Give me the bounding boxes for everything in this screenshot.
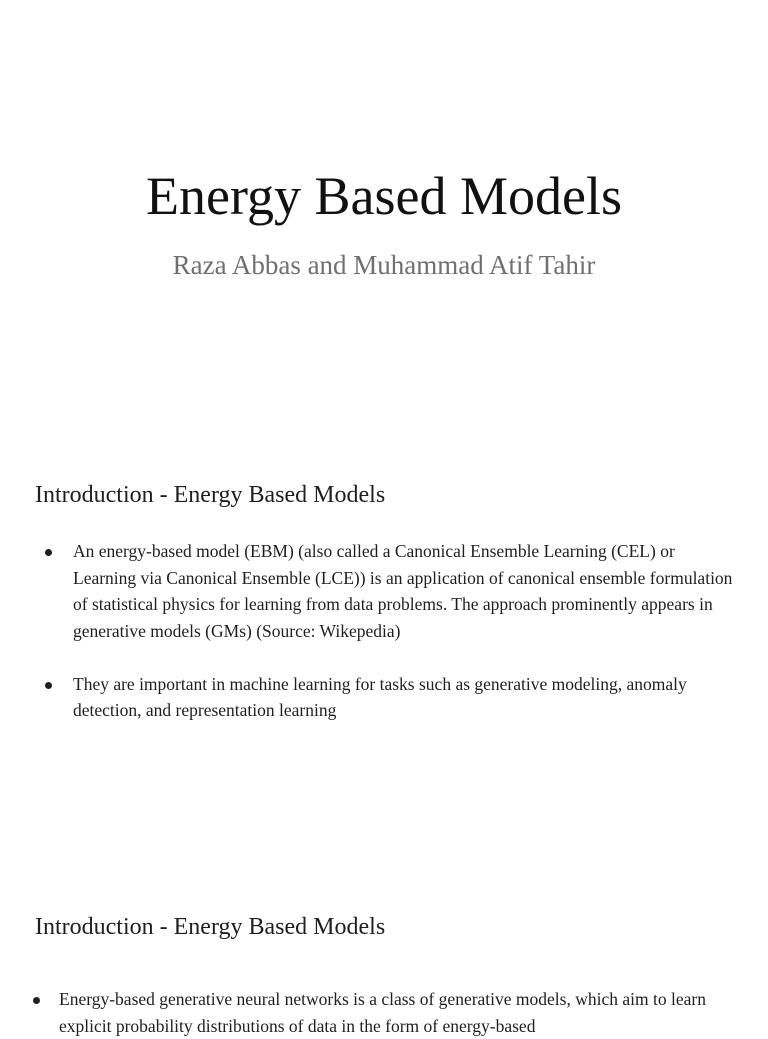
presentation-authors: Raza Abbas and Muhammad Atif Tahir xyxy=(172,250,596,280)
slide-heading: Introduction - Energy Based Models xyxy=(35,914,386,940)
bullet-list xyxy=(35,538,735,724)
title-slide xyxy=(0,0,768,430)
bullet-item xyxy=(35,671,735,724)
intro-slide-1 xyxy=(0,430,768,860)
bullet-text: An energy-based model (EBM) (also called a Canonical Ensemble Learning (CEL) or Learning via Canonical Ensemble (LCE)) is an application of canonical ensemble formulation of statistical physics for learning from data problems. The approach prominently appears in generative models (GMs) (Source: Wikepedia) xyxy=(73,541,733,641)
bullet-dot-icon xyxy=(45,682,52,689)
bullet-text: Energy-based generative neural networks is a class of generative models, which aim to learn explicit probability distributions of data in the form of energy-based xyxy=(59,989,706,1036)
bullet-list xyxy=(21,986,731,1039)
bullet-dot-icon xyxy=(45,549,52,556)
bullet-text: They are important in machine learning for tasks such as generative modeling, anomaly detection, and representation learning xyxy=(73,673,687,720)
bullet-item xyxy=(35,538,735,644)
slide-heading: Introduction - Energy Based Models xyxy=(35,482,386,508)
intro-slide-2 xyxy=(0,862,768,1036)
bullet-dot-icon xyxy=(33,997,40,1004)
presentation-title: Energy Based Models xyxy=(146,166,622,226)
bullet-item xyxy=(21,986,731,1039)
